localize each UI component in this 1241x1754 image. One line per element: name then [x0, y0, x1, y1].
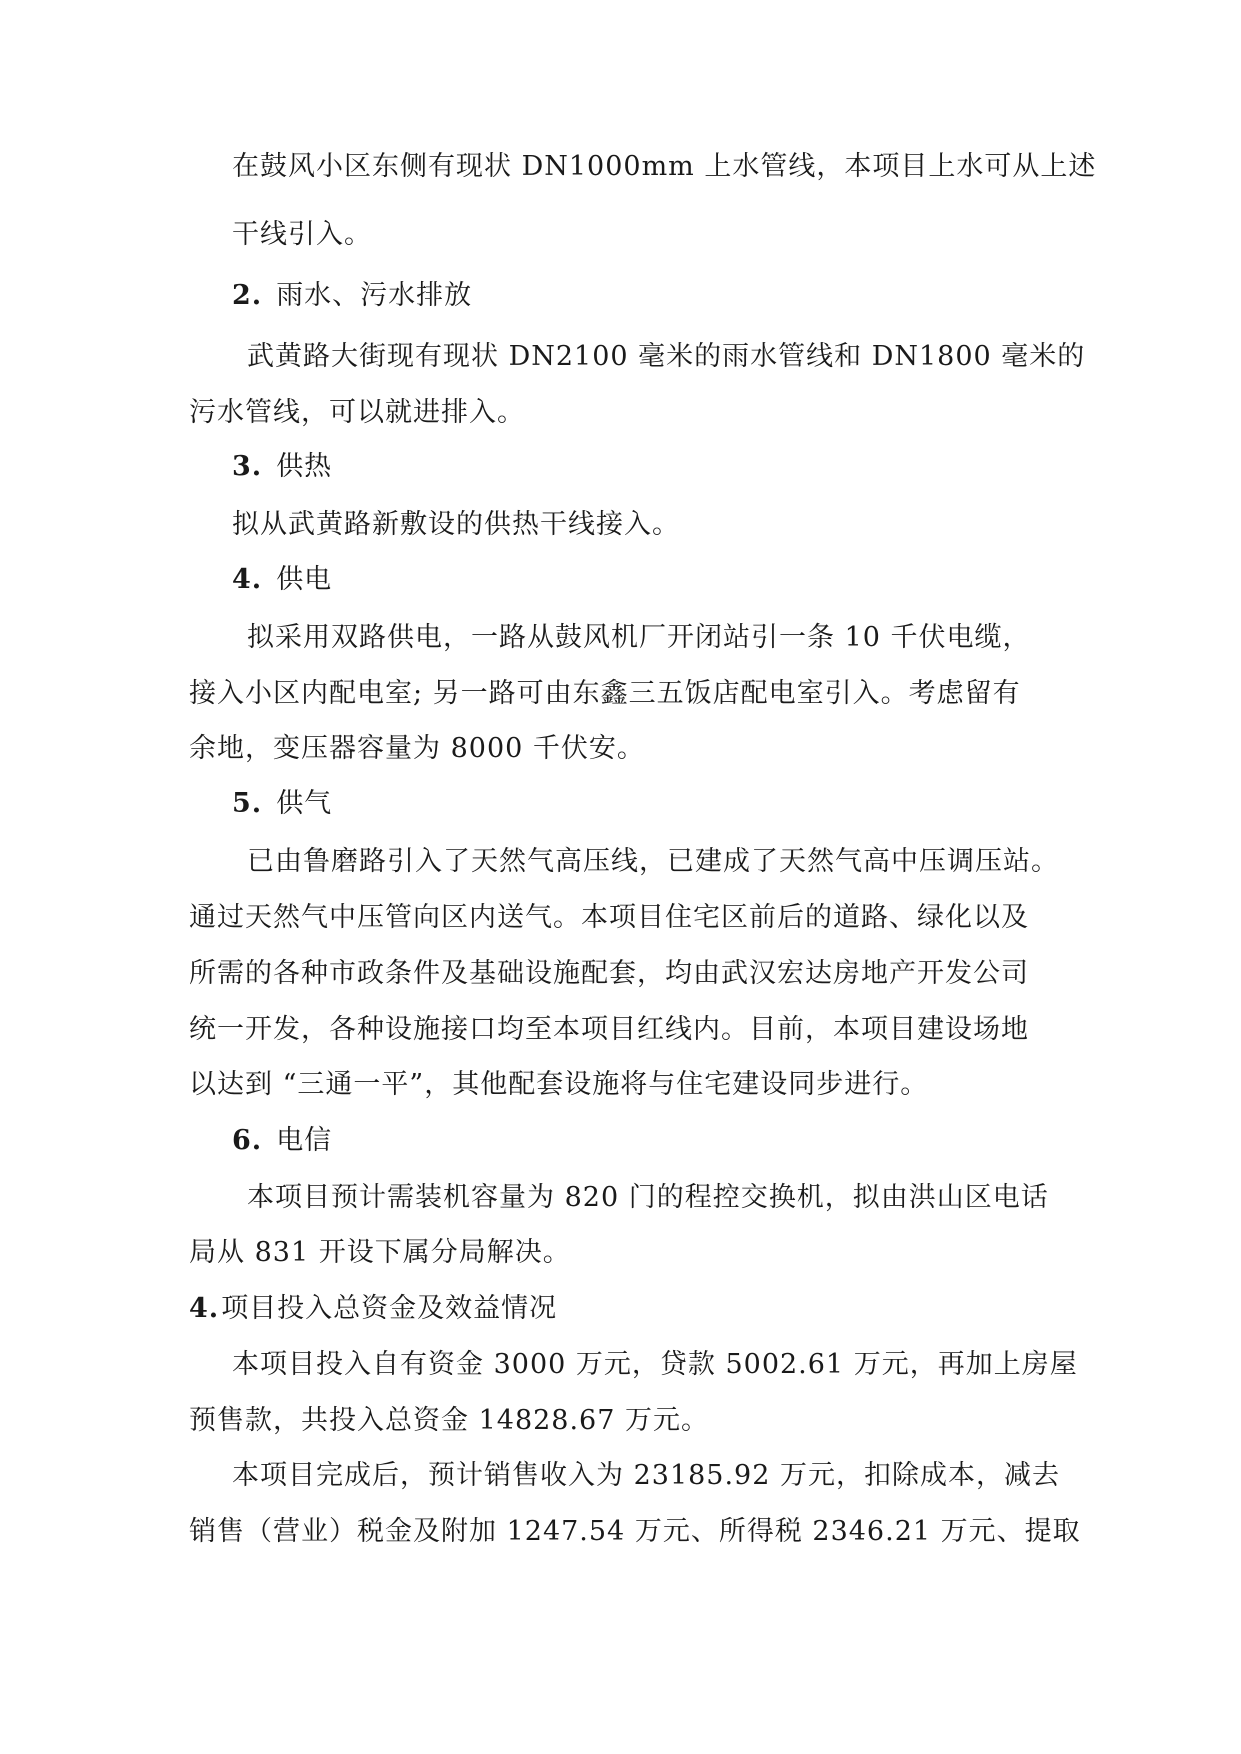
section-heading-heating	[232, 450, 332, 484]
section-heading-gas	[232, 787, 332, 821]
paragraph-line: 已由鲁磨路引入了天然气高压线，已建成了天然气高中压调压站。	[247, 846, 1059, 877]
paragraph-line: 在鼓风小区东侧有现状 DN1000mm 上水管线，本项目上水可从上述	[232, 151, 1097, 182]
section-heading-power	[232, 563, 332, 597]
paragraph-line: 余地，变压器容量为 8000 千伏安。	[189, 733, 645, 764]
heading-title: 供电	[276, 564, 333, 595]
paragraph-line: 干线引入。	[232, 219, 372, 250]
heading-number: 3.	[232, 451, 263, 482]
heading-number: 5.	[232, 788, 263, 819]
paragraph-line: 所需的各种市政条件及基础设施配套，均由武汉宏达房地产开发公司	[189, 958, 1029, 989]
heading-title: 项目投入总资金及效益情况	[221, 1293, 558, 1324]
section-heading-rain-sewage	[232, 279, 472, 313]
section-heading-telecom	[232, 1124, 332, 1158]
paragraph-line: 污水管线，可以就进排入。	[189, 397, 525, 428]
paragraph-line: 接入小区内配电室; 另一路可由东鑫三五饭店配电室引入。考虑留有	[189, 678, 1021, 709]
paragraph-line: 以达到 “三通一平”，其他配套设施将与住宅建设同步进行。	[189, 1069, 929, 1100]
heading-title: 供热	[276, 451, 333, 482]
heading-title: 雨水、污水排放	[276, 280, 473, 311]
paragraph-line: 预售款，共投入总资金 14828.67 万元。	[189, 1405, 709, 1436]
paragraph-line: 武黄路大街现有现状 DN2100 毫米的雨水管线和 DN1800 毫米的	[247, 341, 1086, 372]
heading-number: 4.	[189, 1293, 220, 1324]
paragraph-line: 拟采用双路供电，一路从鼓风机厂开闭站引一条 10 千伏电缆，	[247, 622, 1031, 653]
paragraph-line: 局从 831 开设下属分局解决。	[189, 1237, 571, 1268]
heading-title: 供气	[276, 788, 333, 819]
section-heading-investment	[189, 1292, 557, 1326]
heading-title: 电信	[276, 1125, 333, 1156]
paragraph-line: 本项目完成后，预计销售收入为 23185.92 万元，扣除成本，减去	[232, 1460, 1060, 1491]
paragraph-line: 本项目预计需装机容量为 820 门的程控交换机，拟由洪山区电话	[247, 1182, 1049, 1213]
heading-number: 4.	[232, 564, 263, 595]
heading-number: 2.	[232, 280, 263, 311]
heading-number: 6.	[232, 1125, 263, 1156]
paragraph-line: 拟从武黄路新敷设的供热干线接入。	[232, 509, 680, 540]
paragraph-line: 统一开发，各种设施接口均至本项目红线内。目前，本项目建设场地	[189, 1014, 1029, 1045]
paragraph-line: 通过天然气中压管向区内送气。本项目住宅区前后的道路、绿化以及	[189, 902, 1029, 933]
paragraph-line: 本项目投入自有资金 3000 万元，贷款 5002.61 万元，再加上房屋	[232, 1349, 1078, 1380]
paragraph-line: 销售（营业）税金及附加 1247.54 万元、所得税 2346.21 万元、提取	[189, 1516, 1081, 1547]
